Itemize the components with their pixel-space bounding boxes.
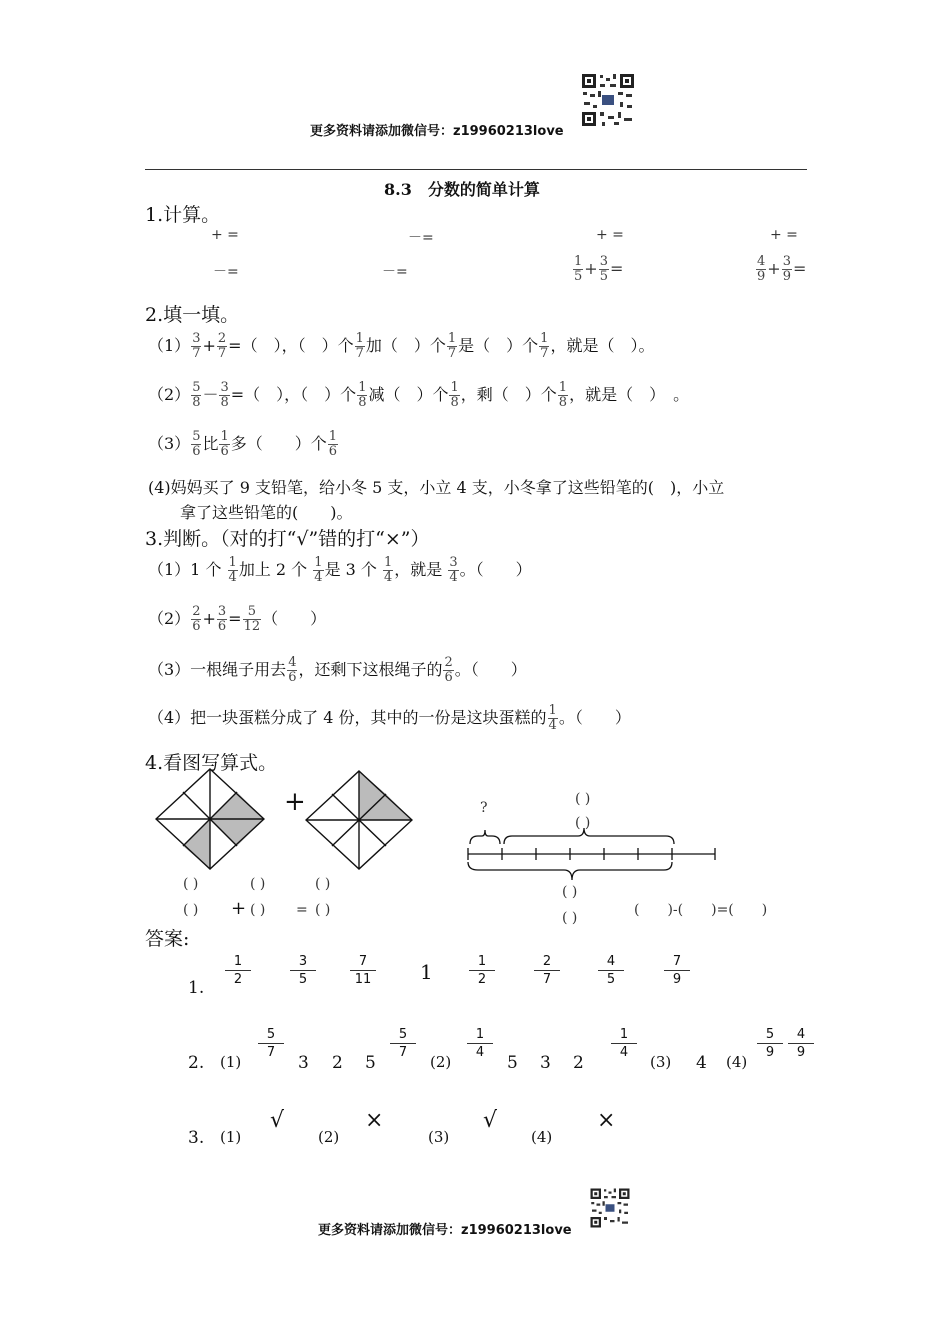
answer-3-part-2: (2): [318, 1128, 340, 1146]
q2-heading: 2.填一填。: [145, 304, 240, 326]
q3-heading: 3.判断。（对的打“√”错的打“×”）: [145, 528, 430, 550]
q3-part-3: （3）一根绳子用去 $\frac{4}{6}$ ，还剩下这根绳子的 $\frac{2}{6}$ 。（ ）: [148, 655, 527, 685]
answer-2-value-2: 2: [332, 1053, 343, 1073]
fraction: $\frac{1}{5}$: [574, 254, 583, 284]
q1-item-3: + =: [596, 227, 624, 243]
answer-2-part-1: (1): [220, 1053, 242, 1071]
answer-1-fraction-5: 1 2: [469, 955, 495, 988]
diamond-figure-2: [305, 770, 413, 870]
answer-2-value-6: 2: [573, 1053, 584, 1073]
q1-heading: 1.计算。: [145, 204, 221, 226]
plus-sign-2: +: [231, 898, 247, 919]
q2-part-1: （1） $\frac{3}{7}$ + $\frac{2}{7}$ =（ ），（ ）个 $\frac{1}{7}$ 加（ ）个 $\frac{1}{7}$ 是（ ）个 $\frac{1}{7}$ ，就是（ ）。: [148, 331, 655, 361]
plus-sign: +: [284, 787, 306, 817]
answer-2-fraction-6: 4 9: [788, 1028, 814, 1061]
line-label-bottom-num: ( ): [562, 884, 578, 900]
answer-1-fraction-3: 7 11: [350, 955, 376, 988]
blank-numerator-2: ( ): [250, 876, 266, 892]
answer-3-check-icon-1: √: [270, 1108, 285, 1133]
answer-1-value-4: 1: [420, 960, 433, 984]
q1-item-7: $\frac{1}{5}$ + $\frac{3}{5}$ =: [574, 254, 624, 284]
equals-sign: =: [296, 902, 308, 918]
line-label-bottom-den: ( ): [562, 910, 578, 926]
q3-part-4: （4）把一块蛋糕分成了 4 份，其中的一份是这块蛋糕的 $\frac{1}{4}$ 。（ ）: [148, 703, 631, 733]
line-label-top-num: ( ): [575, 791, 591, 807]
answer-3-part-1: (1): [220, 1128, 242, 1146]
blank-denominator-2: ( ): [250, 902, 266, 918]
answer-1-label: 1.: [188, 978, 205, 998]
line-segment-diagram: [460, 818, 722, 890]
answer-2-value-4: 5: [507, 1053, 518, 1073]
answer-3-cross-icon-2: ×: [365, 1108, 384, 1133]
fraction: $\frac{4}{9}$: [757, 254, 766, 284]
answer-2-fraction-1: 5 7: [258, 1028, 284, 1061]
qr-code-icon: [580, 72, 636, 128]
answer-2-fraction-4: 1 4: [611, 1028, 637, 1061]
answer-2-part-4: (4): [726, 1053, 748, 1071]
footer-text: 更多资料请添加微信号：z19960213love: [318, 1223, 572, 1238]
answer-2-fraction-3: 1 4: [467, 1028, 493, 1061]
answer-3-check-icon-3: √: [483, 1108, 498, 1133]
header-divider: [145, 169, 807, 170]
answer-1-fraction-7: 4 5: [598, 955, 624, 988]
q1-item-8: $\frac{4}{9}$ + $\frac{3}{9}$ =: [757, 254, 807, 284]
answer-2-label: 2.: [188, 1053, 205, 1073]
q1-item-1: + =: [211, 227, 239, 243]
blank-numerator-3: ( ): [315, 876, 331, 892]
answer-2-fraction-5: 5 9: [757, 1028, 783, 1061]
q2-part-2: （2） $\frac{5}{8}$ － $\frac{3}{8}$ =（ ），（ ）个 $\frac{1}{8}$ 减（ ）个 $\frac{1}{8}$ ，剩（ ）个 $\frac{1}{8}$ ，就是（ ） 。: [148, 380, 690, 410]
answer-3-part-3: (3): [428, 1128, 450, 1146]
fraction: $\frac{3}{5}$: [599, 254, 608, 284]
blank-denominator-1: ( ): [183, 902, 199, 918]
answer-3-label: 3.: [188, 1128, 205, 1148]
answer-1-fraction-2: 3 5: [290, 955, 316, 988]
answer-2-part-3: (3): [650, 1053, 672, 1071]
q2-part-4-line1: (4)妈妈买了 9 支铅笔，给小冬 5 支，小立 4 支，小冬拿了这些铅笔的( )，小立: [148, 478, 725, 497]
blank-numerator-1: ( ): [183, 876, 199, 892]
q2-part-3: （3） $\frac{5}{6}$ 比 $\frac{1}{6}$ 多（ ）个 $\frac{1}{6}$: [148, 429, 338, 459]
diamond-figure-1: [155, 768, 265, 870]
answer-2-value-5: 3: [540, 1053, 551, 1073]
subtraction-expression: ( )-( )=( ): [634, 902, 768, 918]
q1-item-4: + =: [770, 227, 798, 243]
q4-heading: 4.看图写算式。: [145, 752, 278, 774]
answer-3-part-4: (4): [531, 1128, 553, 1146]
line-label-top-den: ( ): [575, 815, 591, 831]
answer-2-fraction-2: 5 7: [390, 1028, 416, 1061]
q3-part-2: （2） $\frac{2}{6}$ + $\frac{3}{6}$ = $\frac{5}{12}$ （ ）: [148, 604, 327, 634]
answer-2-value-1: 3: [298, 1053, 309, 1073]
q1-item-2: －=: [408, 230, 434, 246]
answer-2-value-3: 5: [365, 1053, 376, 1073]
qr-code-icon: [589, 1187, 631, 1229]
fraction: $\frac{3}{9}$: [782, 254, 791, 284]
answer-1-fraction-6: 2 7: [534, 955, 560, 988]
answer-2-value-7: 4: [696, 1053, 707, 1073]
question-mark: ?: [480, 800, 488, 816]
q3-part-1: （1）1 个 $\frac{1}{4}$ 加上 2 个 $\frac{1}{4}$ 是 3 个 $\frac{1}{4}$ ，就是 $\frac{3}{4}$ 。（ ）: [148, 555, 532, 585]
q2-part-4-line2: 拿了这些铅笔的( )。: [180, 503, 353, 522]
q1-item-5: －=: [213, 264, 239, 280]
page-title: 8.3 分数的简单计算: [384, 180, 540, 199]
answer-1-fraction-1: 1 2: [225, 955, 251, 988]
answers-heading: 答案:: [145, 928, 190, 950]
blank-denominator-3: ( ): [315, 902, 331, 918]
answer-3-cross-icon-4: ×: [597, 1108, 616, 1133]
header-text: 更多资料请添加微信号：z19960213love: [310, 124, 564, 139]
answer-2-part-2: (2): [430, 1053, 452, 1071]
q1-item-6: －=: [382, 264, 408, 280]
answer-1-fraction-8: 7 9: [664, 955, 690, 988]
